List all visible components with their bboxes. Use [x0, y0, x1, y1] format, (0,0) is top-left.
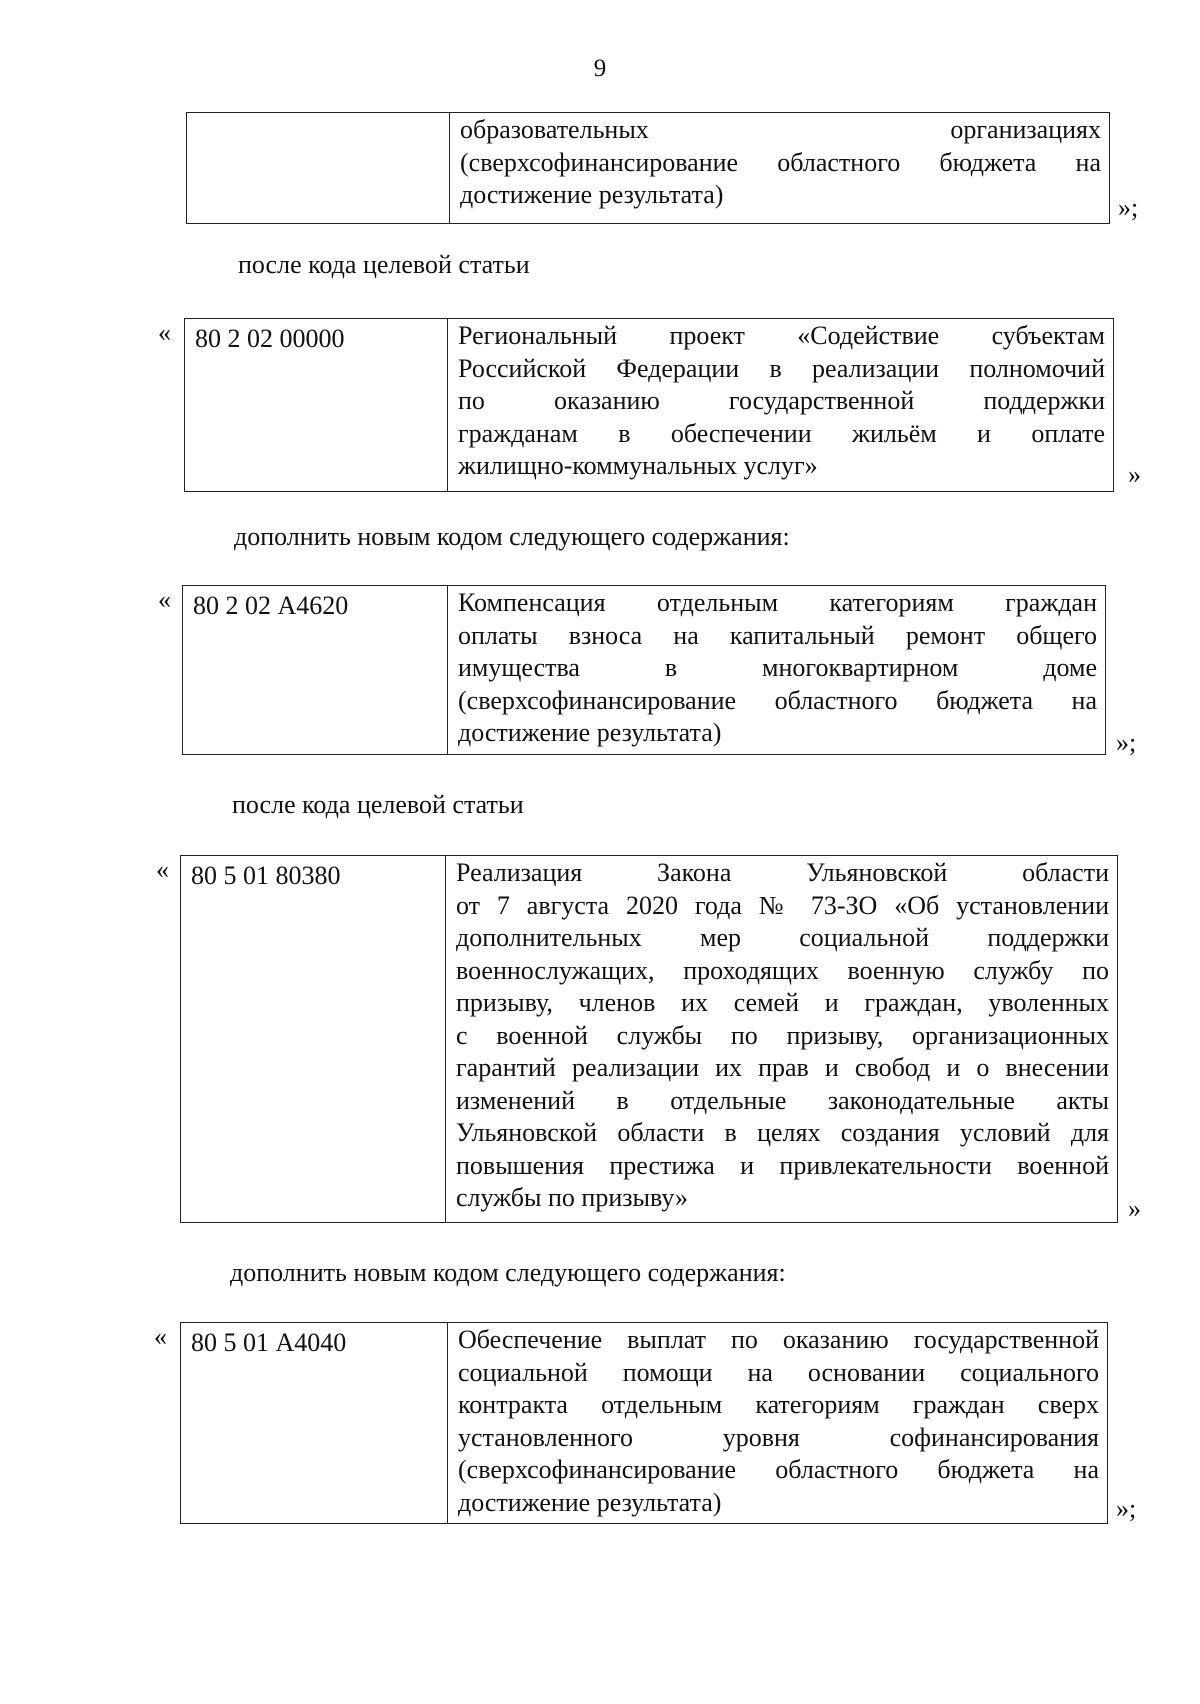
description-cell: [448, 319, 1114, 492]
description-line: с военной службы по призыву, организационных: [456, 1020, 1109, 1050]
closing-quote: »;: [1116, 1494, 1137, 1523]
budget-code: 80 5 01 80380: [191, 861, 341, 890]
description-line: образовательных организациях: [460, 115, 1101, 144]
description-line: достижение результата): [458, 1487, 722, 1517]
description-line: военнослужащих, проходящих военную службу по: [456, 955, 1109, 985]
description-line: имущества в многоквартирном доме: [458, 653, 1097, 682]
code-cell: [183, 586, 448, 755]
description-cell: [448, 1323, 1108, 1524]
description-line: от 7 августа 2020 года № 73-ЗО «Об установлении: [456, 890, 1109, 920]
continuation-table: [186, 112, 1110, 224]
description-line: службы по призыву»: [456, 1183, 689, 1212]
budget-code: 80 2 02 00000: [195, 324, 345, 353]
description-line: Ульяновской области в целях создания условий для: [456, 1118, 1109, 1147]
description-line: контракта отдельным категориям граждан сверх: [458, 1390, 1099, 1419]
description-line: Компенсация отдельным категориям граждан: [458, 588, 1097, 617]
code-cell: [187, 113, 450, 224]
instruction-paragraph: дополнить новым кодом следующего содержания:: [230, 1258, 786, 1287]
description-line: гарантий реализации их прав и свобод и о внесении: [456, 1053, 1109, 1082]
code-cell: [185, 319, 448, 492]
closing-quote: »: [1128, 1194, 1141, 1223]
description-line: гражданам в обеспечении жильём и оплате: [458, 418, 1105, 448]
description-line: Региональный проект «Содействие субъектам: [458, 321, 1105, 350]
description-line: Обеспечение выплат по оказанию государственной: [458, 1325, 1099, 1354]
closing-quote: »;: [1118, 193, 1139, 222]
new-code-table: [180, 1322, 1108, 1524]
instruction-paragraph: дополнить новым кодом следующего содержания:: [234, 522, 790, 551]
description-line: социальной помощи на основании социального: [458, 1357, 1099, 1387]
description-line: повышения престижа и привлекательности военной: [456, 1150, 1109, 1180]
instruction-paragraph: после кода целевой статьи: [238, 250, 530, 279]
description-line: установленного уровня софинансирования: [458, 1422, 1099, 1452]
opening-quote: «: [154, 1322, 167, 1351]
description-line: дополнительных мер социальной поддержки: [456, 923, 1109, 952]
closing-quote: »: [1128, 460, 1141, 489]
description-line: жилищно-коммунальных услуг»: [458, 451, 818, 480]
description-line: призыву, членов их семей и граждан, уволенных: [456, 988, 1109, 1017]
description-line: (сверхсофинансирование областного бюджета на: [458, 1455, 1099, 1484]
opening-quote: «: [158, 585, 171, 614]
code-cell: [181, 1323, 448, 1524]
closing-quote: »;: [1116, 728, 1137, 757]
description-line: оплаты взноса на капитальный ремонт общего: [458, 620, 1097, 650]
description-line: Российской Федерации в реализации полномочий: [458, 353, 1105, 383]
opening-quote: «: [156, 855, 169, 884]
description-line: (сверхсофинансирование областного бюджета на: [460, 147, 1101, 177]
description-line: (сверхсофинансирование областного бюджета на: [458, 685, 1097, 715]
budget-code: 80 2 02 А4620: [193, 591, 349, 620]
description-cell: [450, 113, 1110, 224]
description-cell: [446, 856, 1118, 1223]
description-line: изменений в отдельные законодательные акты: [456, 1085, 1109, 1115]
target-article-table: [184, 318, 1114, 492]
description-cell: [448, 586, 1106, 755]
description-line: достижение результата): [460, 180, 724, 209]
description-line: достижение результата): [458, 718, 722, 747]
target-article-table: [180, 855, 1118, 1223]
code-cell: [181, 856, 446, 1223]
opening-quote: «: [158, 318, 171, 347]
description-line: по оказанию государственной поддержки: [458, 386, 1105, 415]
page-number: 9: [593, 55, 607, 82]
instruction-paragraph: после кода целевой статьи: [232, 790, 524, 819]
description-line: Реализация Закона Ульяновской области: [456, 858, 1109, 887]
new-code-table: [182, 585, 1106, 755]
budget-code: 80 5 01 А4040: [191, 1328, 347, 1357]
